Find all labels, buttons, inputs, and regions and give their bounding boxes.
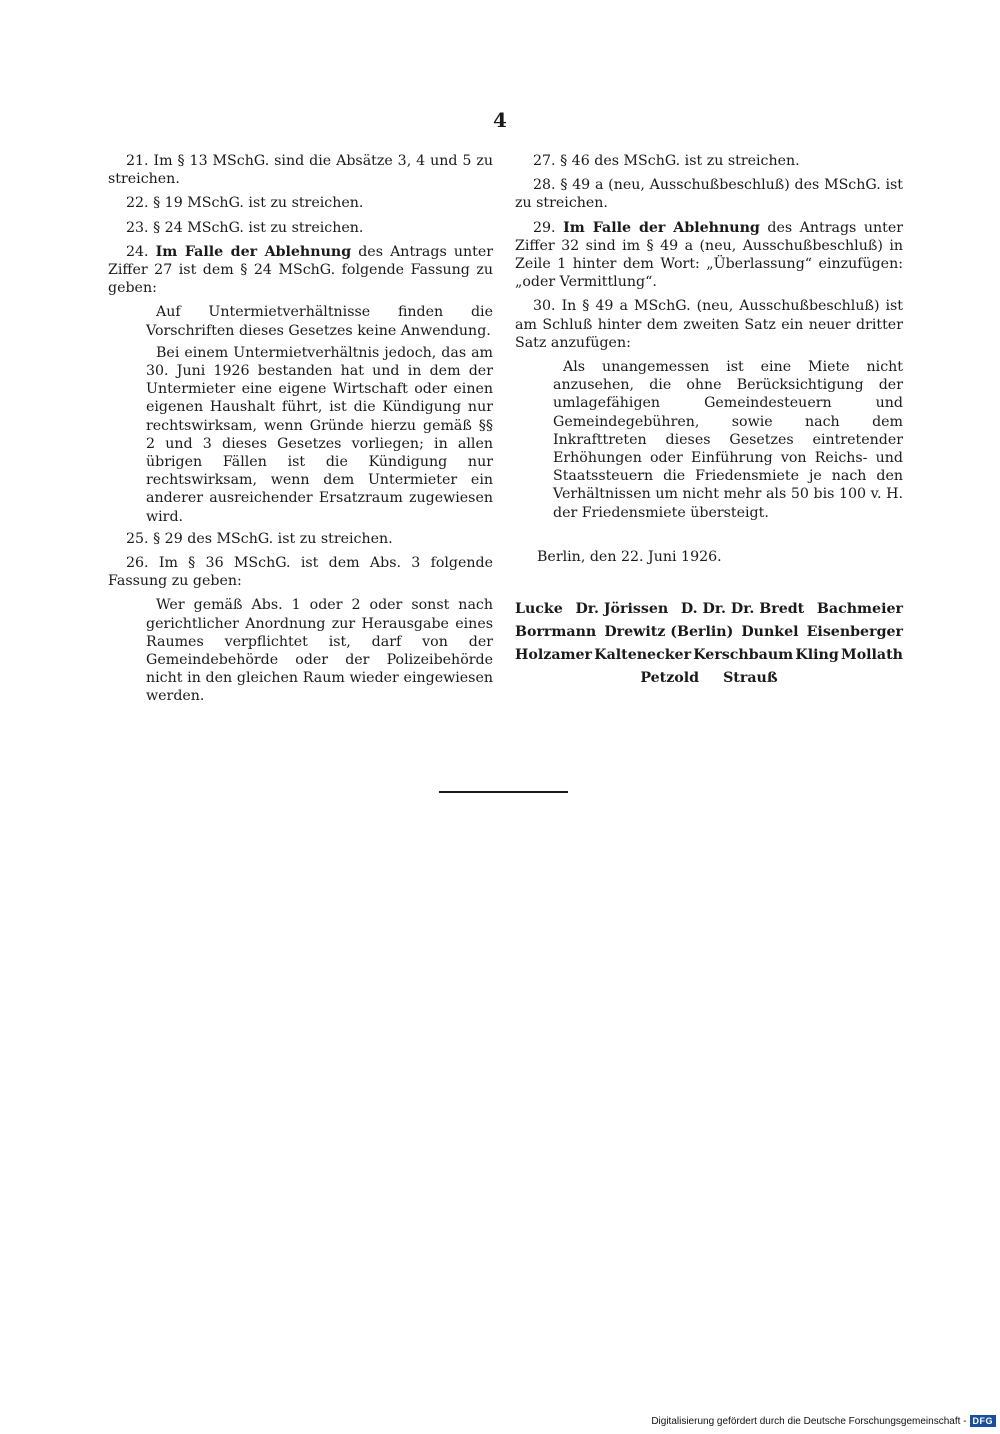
item-21: 21. Im § 13 MSchG. sind die Absätze 3, 4 und 5 zu streichen.	[108, 153, 493, 188]
item-30: 30. In § 49 a MSchG. (neu, Ausschußbeschluß) ist am Schluß hinter dem zweiten Satz ein neuer dritter Satz anzufügen:	[515, 298, 903, 351]
signatory: D. Dr. Dr. Bredt	[680, 601, 805, 618]
item-29-number: 29.	[533, 219, 556, 236]
signatory: Holzamer	[515, 647, 593, 664]
footer-text: Digitalisierung gefördert durch die Deutsche Forschungsgemeinschaft -	[651, 1415, 967, 1427]
item-24-text: des Antrags unter Ziffer 27 ist dem § 24 MSchG. folgende Fassung zu geben:	[108, 243, 493, 297]
item-24-number: 24.	[126, 243, 149, 260]
dfg-logo: DFG	[970, 1415, 997, 1427]
item-25: 25. § 29 des MSchG. ist zu streichen.	[126, 530, 393, 547]
signatory: Bachmeier	[816, 601, 903, 618]
item-23: 23. § 24 MSchG. ist zu streichen.	[126, 219, 364, 236]
signatory: Borrmann	[515, 624, 597, 641]
left-column	[108, 152, 493, 710]
right-column	[515, 152, 903, 690]
signatory: Kerschbaum	[693, 647, 794, 664]
dateline: Berlin, den 22. Juni 1926.	[537, 548, 722, 565]
signatory: Kaltenecker	[594, 647, 692, 664]
signatory: Drewitz (Berlin)	[604, 624, 734, 641]
footer-credit	[651, 1415, 996, 1427]
signature-line-4	[515, 667, 903, 690]
signatory: Kling	[795, 647, 839, 664]
item-29	[515, 219, 903, 292]
signatory: Lucke	[515, 601, 563, 618]
signatory: Petzold	[640, 670, 700, 687]
page-number: 4	[493, 108, 507, 132]
signatory: Eisenberger	[806, 624, 903, 641]
signatory: Dunkel	[741, 624, 799, 641]
signature-block	[515, 598, 903, 690]
signature-line-2	[515, 621, 903, 644]
item-24-quote-2: Bei einem Untermietverhältnis jedoch, das am 30. Juni 1926 bestanden hat und in dem der Untermieter eine eigene Wirtschaft oder einen eigenen Haushalt führt, ist die Kündigung nur rechtswirksam, wenn Gründe hierzu gemäß §§ 2 und 3 dieses Gesetzes vorliegen; in allen übrigen Fällen ist die Kündigung nur rechtswirksam, wenn dem Untermieter ein anderer ausreichender Ersatzraum zugewiesen wird.	[146, 344, 493, 525]
item-24-quote-1: Auf Untermietverhältnisse finden die Vorschriften dieses Gesetzes keine Anwendung.	[146, 304, 493, 339]
item-24-emphasis: Im Falle der Ablehnung	[155, 243, 352, 260]
end-rule	[439, 791, 568, 793]
signatory: Mollath	[840, 647, 903, 664]
item-28: 28. § 49 a (neu, Ausschußbeschluß) des MSchG. ist zu streichen.	[515, 177, 903, 212]
signatory: Strauß	[723, 670, 778, 687]
signature-line-1	[515, 598, 903, 621]
item-29-emphasis: Im Falle der Ablehnung	[563, 219, 760, 236]
item-29-text: des Antrags unter Ziffer 32 sind im § 49 a (neu, Ausschußbeschluß) in Zeile 1 hinter dem Wort: „Überlassung“ einzufügen: „oder Vermittlung“.	[515, 219, 904, 291]
item-27: 27. § 46 des MSchG. ist zu streichen.	[533, 153, 800, 169]
item-26-quote: Wer gemäß Abs. 1 oder 2 oder sonst nach gerichtlicher Anordnung zur Herausgabe eines Raumes verpflichtet ist, darf von der Gemeindebehörde oder der Polizeibehörde nicht in den gleichen Raum wieder eingewiesen werden.	[146, 597, 493, 705]
item-22: 22. § 19 MSchG. ist zu streichen.	[126, 195, 364, 212]
item-30-quote: Als unangemessen ist eine Miete nicht anzusehen, die ohne Berücksichtigung der umlagefähigen Gemeindesteuern und Gemeindegebühren, sowie nach dem Inkrafttreten dieses Gesetzes eintretender Erhöhungen oder Einführung von Reichs- und Staatssteuern die Friedensmiete je nach den Verhältnissen um nicht mehr als 50 bis 100 v. H. der Friedensmiete übersteigt.	[553, 359, 903, 521]
signature-line-3	[515, 644, 903, 667]
item-24	[108, 243, 493, 298]
signatory: Dr. Jörissen	[575, 601, 669, 618]
item-26: 26. Im § 36 MSchG. ist dem Abs. 3 folgende Fassung zu geben:	[108, 555, 493, 590]
